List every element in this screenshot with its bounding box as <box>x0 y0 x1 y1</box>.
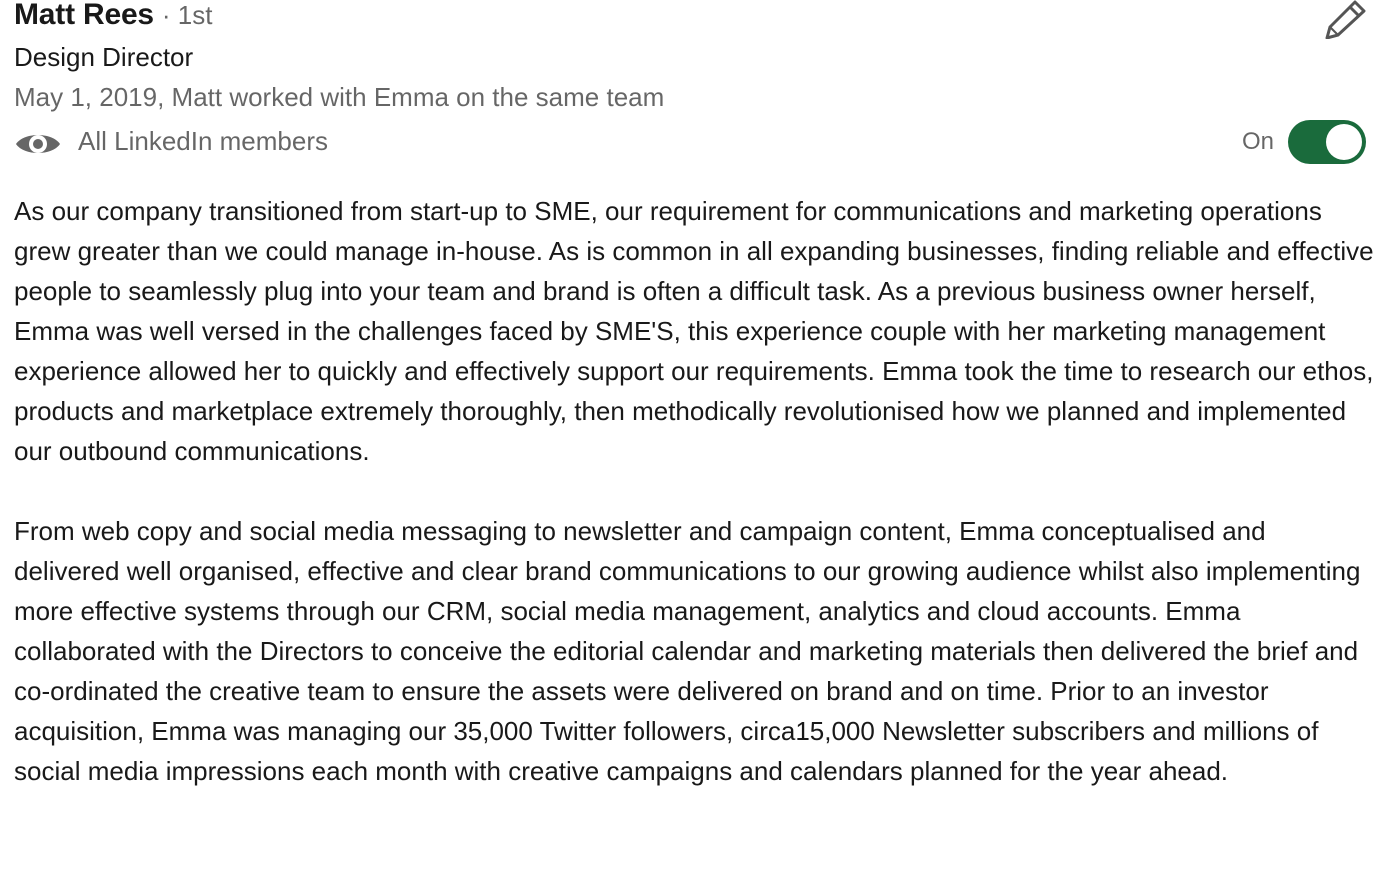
connection-degree: · 1st <box>161 0 213 30</box>
recommendation-text <box>14 191 1376 791</box>
eye-icon <box>14 124 62 164</box>
relationship-text: May 1, 2019, Matt worked with Emma on the same team <box>14 82 665 112</box>
edit-button[interactable] <box>1322 0 1368 38</box>
visibility-label: All LinkedIn members <box>78 126 328 156</box>
toggle-knob <box>1326 124 1362 160</box>
visibility-toggle[interactable] <box>1288 120 1366 164</box>
author-row <box>14 0 213 34</box>
author-name[interactable]: Matt Rees <box>14 0 154 31</box>
pencil-icon <box>1323 0 1367 39</box>
visibility-row <box>14 122 1370 166</box>
author-headline: Design Director <box>14 42 194 72</box>
recommendation-paragraph: From web copy and social media messaging to newsletter and campaign content, Emma conceptualised and delivered well organised, effective and clear brand communications to our growing audience whilst also implementing more effective systems through our CRM, social media management, analytics and cloud accounts. Emma collaborated with the Directors to conceive the editorial calendar and marketing materials then delivered the brief and co-ordinated the creative team to ensure the assets were delivered on brand and on time. Prior to an investor acquisition, Emma was managing our 35,000 Twitter followers, circa15,000 Newsletter subscribers and millions of social media impressions each month with creative campaigns and calendars planned for the year ahead. <box>14 516 1361 786</box>
recommendation-paragraph: As our company transitioned from start-up to SME, our requirement for communications and marketing operations grew greater than we could manage in-house. As is common in all expanding businesses, finding reliable and effective people to seamlessly plug into your team and brand is often a difficult task. As a previous business owner herself, Emma was well versed in the challenges faced by SME'S, this experience couple with her marketing management experience allowed her to quickly and effectively support our requirements. Emma took the time to research our ethos, products and marketplace extremely thoroughly, then methodically revolutionised how we planned and implemented our outbound communications. <box>14 196 1374 466</box>
toggle-state-label: On <box>1242 128 1275 155</box>
